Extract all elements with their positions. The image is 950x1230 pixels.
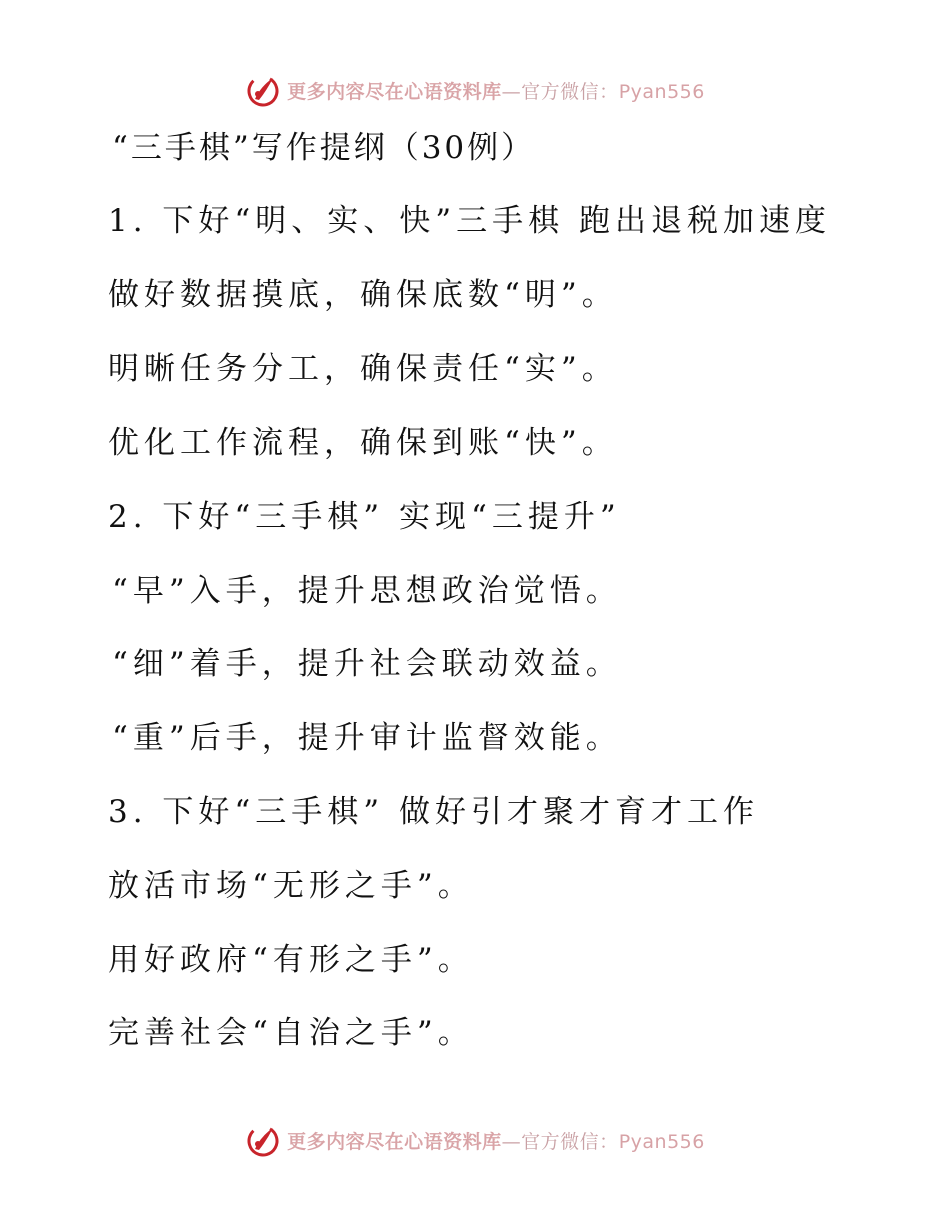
watermark-official: 官方微信： bbox=[521, 80, 619, 103]
body-line: 做好数据摸底，确保底数“明”。 bbox=[108, 277, 618, 313]
document-title: “三手棋”写作提纲（30例） bbox=[112, 130, 536, 166]
header-watermark bbox=[0, 70, 950, 110]
brush-logo-icon bbox=[245, 72, 281, 108]
watermark-text bbox=[287, 1127, 705, 1154]
watermark-separator: — bbox=[501, 80, 522, 103]
body-line: 完善社会“自治之手”。 bbox=[108, 1015, 474, 1051]
footer-watermark bbox=[0, 1120, 950, 1160]
watermark-id: Pyan556 bbox=[618, 80, 705, 103]
heading-3: 3. 下好“三手棋” 做好引才聚才育才工作 bbox=[108, 794, 759, 830]
body-line: “细”着手，提升社会联动效益。 bbox=[112, 646, 622, 682]
body-line: “重”后手，提升审计监督效能。 bbox=[112, 720, 622, 756]
watermark-separator: — bbox=[501, 1130, 522, 1153]
watermark-brand: 更多内容尽在心语资料库 bbox=[287, 80, 502, 103]
watermark-id: Pyan556 bbox=[618, 1130, 705, 1153]
watermark-text bbox=[287, 77, 705, 104]
body-line: 放活市场“无形之手”。 bbox=[108, 868, 474, 904]
body-line: 明晰任务分工，确保责任“实”。 bbox=[108, 351, 618, 387]
heading-1: 1. 下好“明、实、快”三手棋 跑出退税加速度 bbox=[108, 203, 831, 239]
body-line: 用好政府“有形之手”。 bbox=[108, 942, 474, 978]
heading-2: 2. 下好“三手棋” 实现“三提升” bbox=[108, 499, 621, 535]
body-line: 优化工作流程，确保到账“快”。 bbox=[108, 425, 618, 461]
watermark-official: 官方微信： bbox=[521, 1130, 619, 1153]
watermark-brand: 更多内容尽在心语资料库 bbox=[287, 1130, 502, 1153]
brush-logo-icon bbox=[245, 1122, 281, 1158]
body-line: “早”入手，提升思想政治觉悟。 bbox=[112, 573, 622, 609]
